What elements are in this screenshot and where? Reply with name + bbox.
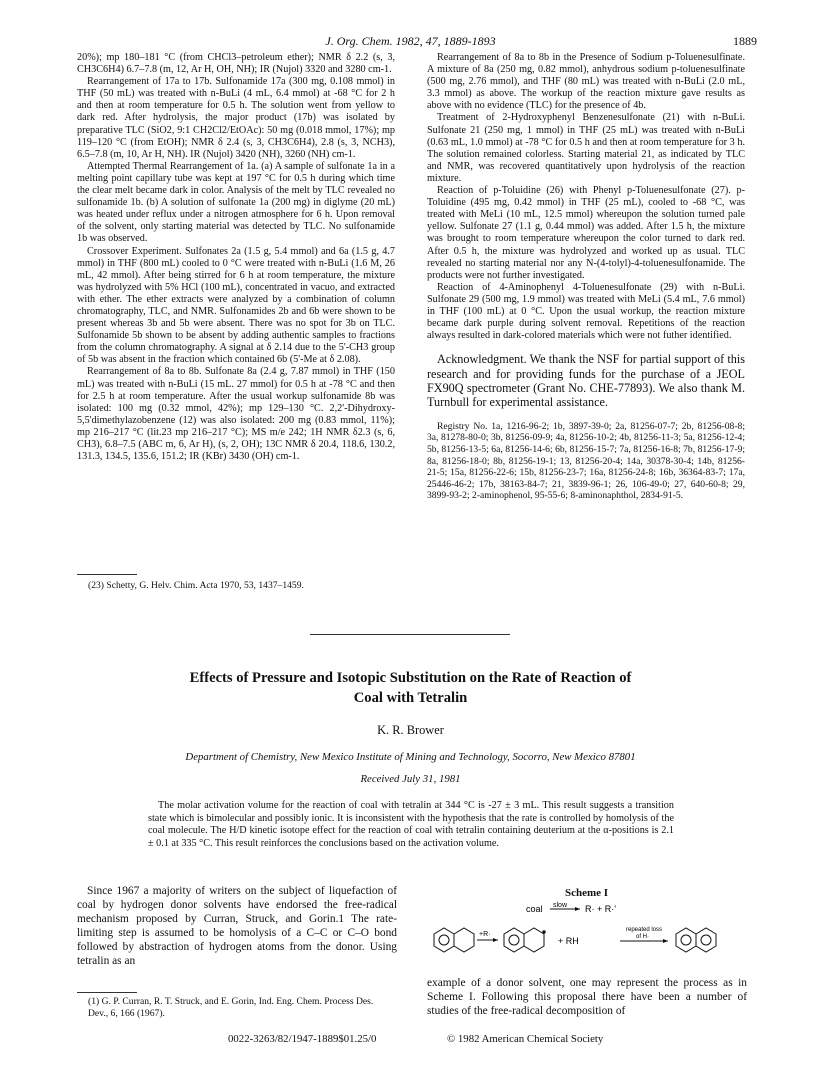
footer-code: 0022-3263/82/1947-1889$01.25/0	[228, 1033, 377, 1045]
tetralin-structure	[434, 928, 474, 952]
scheme-svg	[420, 900, 750, 960]
scheme-plus-r: +R·	[479, 931, 491, 938]
right-column	[427, 52, 745, 502]
tetralinyl-radical-structure	[504, 928, 545, 952]
scheme-arrowhead	[493, 938, 498, 942]
paragraph: Reaction of p-Toluidine (26) with Phenyl p-Toluenesulfonate (27). p-Toluidine (495 mg, 0.42 mmol) in THF (25 mL), cooled to -68 °C, was treated with MeLi (10 mL, 12.5 mmol) whereupon the solution turned pale yellow. Sulfonate 27 (1.1 g, 0.44 mmol) was added. After 1.5 h, the mixture was brought to room temperature whereupon the color turned to dark red. After 0.5 h, the mixture was hydrolyzed and worked up as usual. TLC revealed no starting material nor any N-(4-tolyl)-4-toluenesulfonamide. The products were not further investigated.	[427, 185, 745, 281]
intro-right	[427, 977, 747, 1019]
footnote-rule	[77, 574, 137, 575]
scheme-diagram	[420, 900, 750, 960]
scheme-arrowhead	[575, 907, 580, 911]
paragraph: Crossover Experiment. Sulfonates 2a (1.5 g, 5.4 mmol) and 6a (1.5 g, 4.7 mmol) in THF (800 mL) cooled to 0 °C were treated with n-BuLi (1.6 M, 26 mL, 42 mmol). After being stirred for 6 h at room temperature, the mixture was hydrolyzed with 5% HCl (100 mL), concentrated in vacuo, and extracted with ether. The ether extracts were analyzed by a combination of column chromatography, TLC, and NMR. Sulfonamides 2b and 6b were shown to be present whereas 3b and 5b were absent. There was no spot for 3b on TLC. Sulfonamide 5b shown to be absent by adding authentic samples to fractions from the column chromatography. A signal at δ 2.14 due to the 5'-CH3 group of 5b was absent in the fraction which contained 6b (5'-Me at δ 2.08).	[77, 245, 395, 366]
paragraph: Treatment of 2-Hydroxyphenyl Benzenesulfonate (21) with n-BuLi. Sulfonate 21 (250 mg, 1 mmol) in THF (25 mL) was treated with n-BuLi (0.63 mL, 1.0 mmol) at -78 °C for 0.5 h and then at room temperature for 3 h. The solution remained colorless. Starting material 21, as indicated by TLC and NMR, was recovered quantitatively upon hydrolysis of the reaction mixture.	[427, 112, 745, 184]
title-line: Effects of Pressure and Isotopic Substitution on the Rate of Reaction of	[189, 670, 632, 686]
scheme-slow-label: slow	[553, 902, 568, 909]
paragraph: Attempted Thermal Rearrangement of 1a. (a) A sample of sulfonate 1a in a melting point capillary tube was kept at 197 °C for 0.5 h during which time the clear melt became dark in color. Analysis of the melt by TLC revealed no sulfonamide 1b. (b) A solution of sulfonate 1a (200 mg) in diglyme (20 mL) was heated under reflux under a nitrogen atmosphere for 6 h. Upon removal of the solvent, only starting material was detected by TLC. No sulfonamide 1b was observed.	[77, 160, 395, 245]
footnote: (1) G. P. Curran, R. T. Struck, and E. Gorin, Ind. Eng. Chem. Process Des. Dev., 6, 166 (1967).	[88, 996, 374, 1019]
registry-numbers: Registry No. 1a, 1216-96-2; 1b, 3897-39-0; 2a, 81256-07-7; 2b, 81256-08-8; 3a, 81278-80-0; 3b, 81256-09-9; 4a, 81256-10-2; 4b, 81256-11-3; 5a, 81256-12-4; 5b, 81256-13-5; 6a, 81256-14-6; 6b, 81256-15-7; 7a, 81256-16-8; 7b, 81256-17-9; 8a, 81256-18-0; 8b, 81256-19-1; 13, 81256-20-4; 14a, 30378-30-4; 14b, 81256-21-5; 15a, 81256-22-6; 15b, 81256-23-7; 16a, 81256-24-8; 16b, 36364-83-7; 17a, 25446-46-2; 17b, 38163-84-7; 21, 3839-96-1; 26, 106-49-0; 27, 640-60-8; 29, 3899-93-2; 2-aminophenol, 95-55-6; 8-aminonaphthol, 2834-91-5.	[427, 420, 745, 502]
paragraph: 20%); mp 180–181 °C (from CHCl3–petroleum ether); NMR δ 2.2 (s, 3, CH3C6H4) 6.7–7.8 (m, 12, Ar H, OH, NH); IR (Nujol) 3320 and 3280 cm-1.	[77, 52, 395, 76]
scheme-repeated-label: of H·	[636, 934, 650, 940]
acknowledgment: Acknowledgment. We thank the NSF for partial support of this research and for providing funds for the purchase of a JEOL FX90Q spectrometer (Grant No. CHE-77893). We also thank M. Turnbull for experimental assistance.	[427, 352, 745, 410]
scheme-radicals: R· + R·'	[585, 904, 616, 914]
scheme-repeated-label: repeated loss	[626, 927, 663, 933]
intro-left	[77, 885, 397, 968]
footnote-rule	[77, 992, 137, 993]
article-separator	[310, 634, 510, 635]
footnote: (23) Schetty, G. Helv. Chim. Acta 1970, 53, 1437–1459.	[88, 580, 304, 591]
article-title	[0, 668, 821, 708]
paragraph: Reaction of 4-Aminophenyl 4-Toluenesulfonate (29) with n-BuLi. Sulfonate 29 (500 mg, 1.9 mmol) was treated with MeLi (5.4 mL, 7.6 mmol) in THF (100 mL) at 0 °C. Upon the usual workup, the reaction mixture became dark purple during solvent removal. Repetitions of the reaction always resulted in dark-colored materials which were not futher identified.	[427, 281, 745, 342]
paragraph: Rearrangement of 8a to 8b in the Presence of Sodium p-Toluenesulfinate. A mixture of 8a (250 mg, 0.82 mmol), anhydrous sodium p-toluenesulfinate (500 mg, 2.76 mmol), and THF (80 mL) was treated with n-BuLi (2.0 mL, 3.3 mmol) as above. The workup of the reaction mixture gave results as above with no evidence (TLC) for the presence of 4b.	[427, 52, 745, 112]
scheme-title: Scheme I	[565, 887, 609, 899]
left-column	[77, 52, 395, 463]
footer-copyright: © 1982 American Chemical Society	[447, 1033, 604, 1045]
paragraph: Rearrangement of 17a to 17b. Sulfonamide 17a (300 mg, 0.108 mmol) in THF (50 mL) was treated with n-BuLi (4 mL, 6.4 mmol) at -68 °C for 2 h and then at room temperature for 0.5 h. The solution went from yellow to dark red. After hydrolysis, the major product (17b) was isolated by preparative TLC (SiO2, 9:1 CH2Cl2/EtOAc): 50 mg (0.018 mmol, 17%); mp 119–120 °C (from EtOH); NMR δ 2.4 (s, 3, CH3C6H4), 2.8 (s, 3, NCH3), 6.5–7.8 (m, 10, Ar H, NH). IR (Nujol) 3420 (NH), 3260 (NH) cm-1.	[77, 76, 395, 160]
title-line: Coal with Tetralin	[353, 690, 468, 706]
naphthalene-structure	[676, 928, 716, 952]
paragraph: Since 1967 a majority of writers on the subject of liquefaction of coal by hydrogen donor solvents have endorsed the free-radical mechanism proposed by Curran, Struck, and Gorin.1 The rate-limiting step is assumed to be homolysis of a C–C or C–O bond followed by abstraction of hydrogen atoms from the donor. Using tetralin as an	[77, 885, 397, 967]
author: K. R. Brower	[377, 723, 444, 737]
page-number: 1889	[733, 34, 757, 48]
scheme-coal-label: coal	[526, 904, 543, 914]
paragraph: example of a donor solvent, one may represent the process as in Scheme I. Following this proposal there have been a number of studies of the free-radical decomposition of	[427, 977, 747, 1017]
received-date: Received July 31, 1981	[360, 773, 461, 785]
abstract: The molar activation volume for the reaction of coal with tetralin at 344 °C is -27 ± 3 mL. This result suggests a transition state which is bimolecular and possibly ionic. It is inconsistent with the hypothesis that the rate is controlled by homolysis of the coal molecule. The H/D kinetic isotope effect for the reaction of coal with tetralin containing deuterium at the α-positions is 2.1 ± 0.1 at 335 °C. This result reinforces the conclusions based on the activation volume.	[148, 800, 674, 849]
affiliation: Department of Chemistry, New Mexico Institute of Mining and Technology, Socorro, New Mexico 87801	[185, 751, 636, 763]
scheme-rh: + RH	[558, 936, 579, 946]
scheme-arrowhead	[663, 939, 668, 943]
paragraph: Rearrangement of 8a to 8b. Sulfonate 8a (2.4 g, 7.87 mmol) in THF (150 mL) was treated with n-BuLi (15 mL. 27 mmol) for 0.5 h at -78 °C and then for 2.5 h at room temperature. After the usual workup sulfonamide 8b was isolated: 100 mg (0.32 mmol, 42%); mp 129–130 °C. 2,2'-Dihydroxy-5,5'dimethylazobenzene (12) was also isolated: 200 mg (0.83 mmol, 11%); mp 216–217 °C (lit.23 mp 216–217 °C); MS m/e 242; 1H NMR δ2.3 (s, 6, CH3), 6.8–7.5 (ABC m, 6, Ar H), (s, 2, OH); 13C NMR δ 20.4, 118.6, 130.2, 131.3, 134.5, 135.6, 151.2; IR (KBr) 3430 (OH) cm-1.	[77, 366, 395, 463]
running-header: J. Org. Chem. 1982, 47, 1889-1893	[325, 34, 496, 48]
